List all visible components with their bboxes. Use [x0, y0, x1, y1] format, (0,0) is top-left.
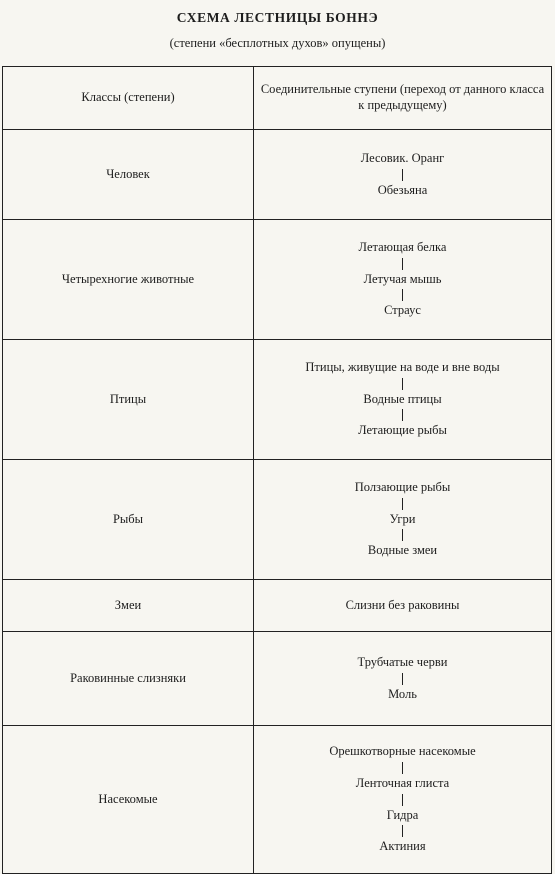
steps-chain [260, 240, 545, 319]
step-label: Ползающие рыбы [354, 480, 451, 495]
step-label: Летающая белка [358, 240, 447, 255]
table-row [3, 632, 552, 726]
steps-chain [260, 360, 545, 439]
steps-cell [254, 220, 552, 340]
table-row [3, 130, 552, 220]
steps-cell [254, 340, 552, 460]
step-label: Трубчатые черви [357, 654, 448, 669]
step-label: Обезьяна [377, 182, 428, 197]
connector-line [402, 169, 403, 181]
bonnet-ladder-table [2, 66, 552, 874]
steps-cell [254, 130, 552, 220]
page-subtitle: (степени «бесплотных духов» опущены) [169, 36, 386, 50]
connector-line [402, 498, 403, 510]
class-cell: Птицы [3, 340, 254, 460]
class-cell: Раковинные слизняки [3, 632, 254, 726]
step-label: Ленточная глиста [355, 775, 450, 790]
step-label: Страус [384, 303, 421, 318]
page-title: СХЕМА ЛЕСТНИЦЫ БОННЭ [176, 10, 379, 25]
connector-line [402, 529, 403, 541]
step-label: Угри [389, 511, 416, 526]
steps-chain [260, 598, 545, 614]
steps-cell [254, 460, 552, 580]
steps-chain [260, 655, 545, 702]
steps-chain [260, 744, 545, 855]
class-cell: Четырехногие животные [3, 220, 254, 340]
class-cell: Рыбы [3, 460, 254, 580]
table-row [3, 340, 552, 460]
step-label: Птицы, живущие на воде и вне воды [305, 360, 500, 375]
table-row [3, 460, 552, 580]
connector-line [402, 825, 403, 837]
table-header-row [3, 67, 552, 130]
header-classes: Классы (степени) [3, 67, 254, 130]
connector-line [402, 378, 403, 390]
steps-cell [254, 632, 552, 726]
class-cell: Насекомые [3, 726, 254, 874]
step-label: Моль [388, 686, 417, 701]
table-row [3, 726, 552, 874]
header-connecting-steps: Соединительные ступени (переход от данного класса к предыдущему) [254, 67, 552, 130]
steps-chain [260, 480, 545, 559]
table-row [3, 220, 552, 340]
steps-chain [260, 151, 545, 198]
step-label: Гидра [386, 807, 419, 822]
connector-line [402, 258, 403, 270]
step-label: Летающие рыбы [358, 423, 447, 438]
step-label: Слизни без раковины [345, 597, 460, 612]
step-label: Водные птицы [363, 391, 442, 406]
step-label: Орешкотворные насекомые [329, 744, 476, 759]
connector-line [402, 409, 403, 421]
connector-line [402, 289, 403, 301]
table-row [3, 580, 552, 632]
connector-line [402, 673, 403, 685]
connector-line [402, 794, 403, 806]
class-cell: Змеи [3, 580, 254, 632]
connector-line [402, 762, 403, 774]
step-label: Водные змеи [367, 543, 438, 558]
table-body [3, 130, 552, 874]
step-label: Летучая мышь [363, 271, 442, 286]
step-label: Актиния [379, 839, 426, 854]
class-cell: Человек [3, 130, 254, 220]
steps-cell [254, 580, 552, 632]
step-label: Лесовик. Оранг [360, 150, 445, 165]
steps-cell [254, 726, 552, 874]
